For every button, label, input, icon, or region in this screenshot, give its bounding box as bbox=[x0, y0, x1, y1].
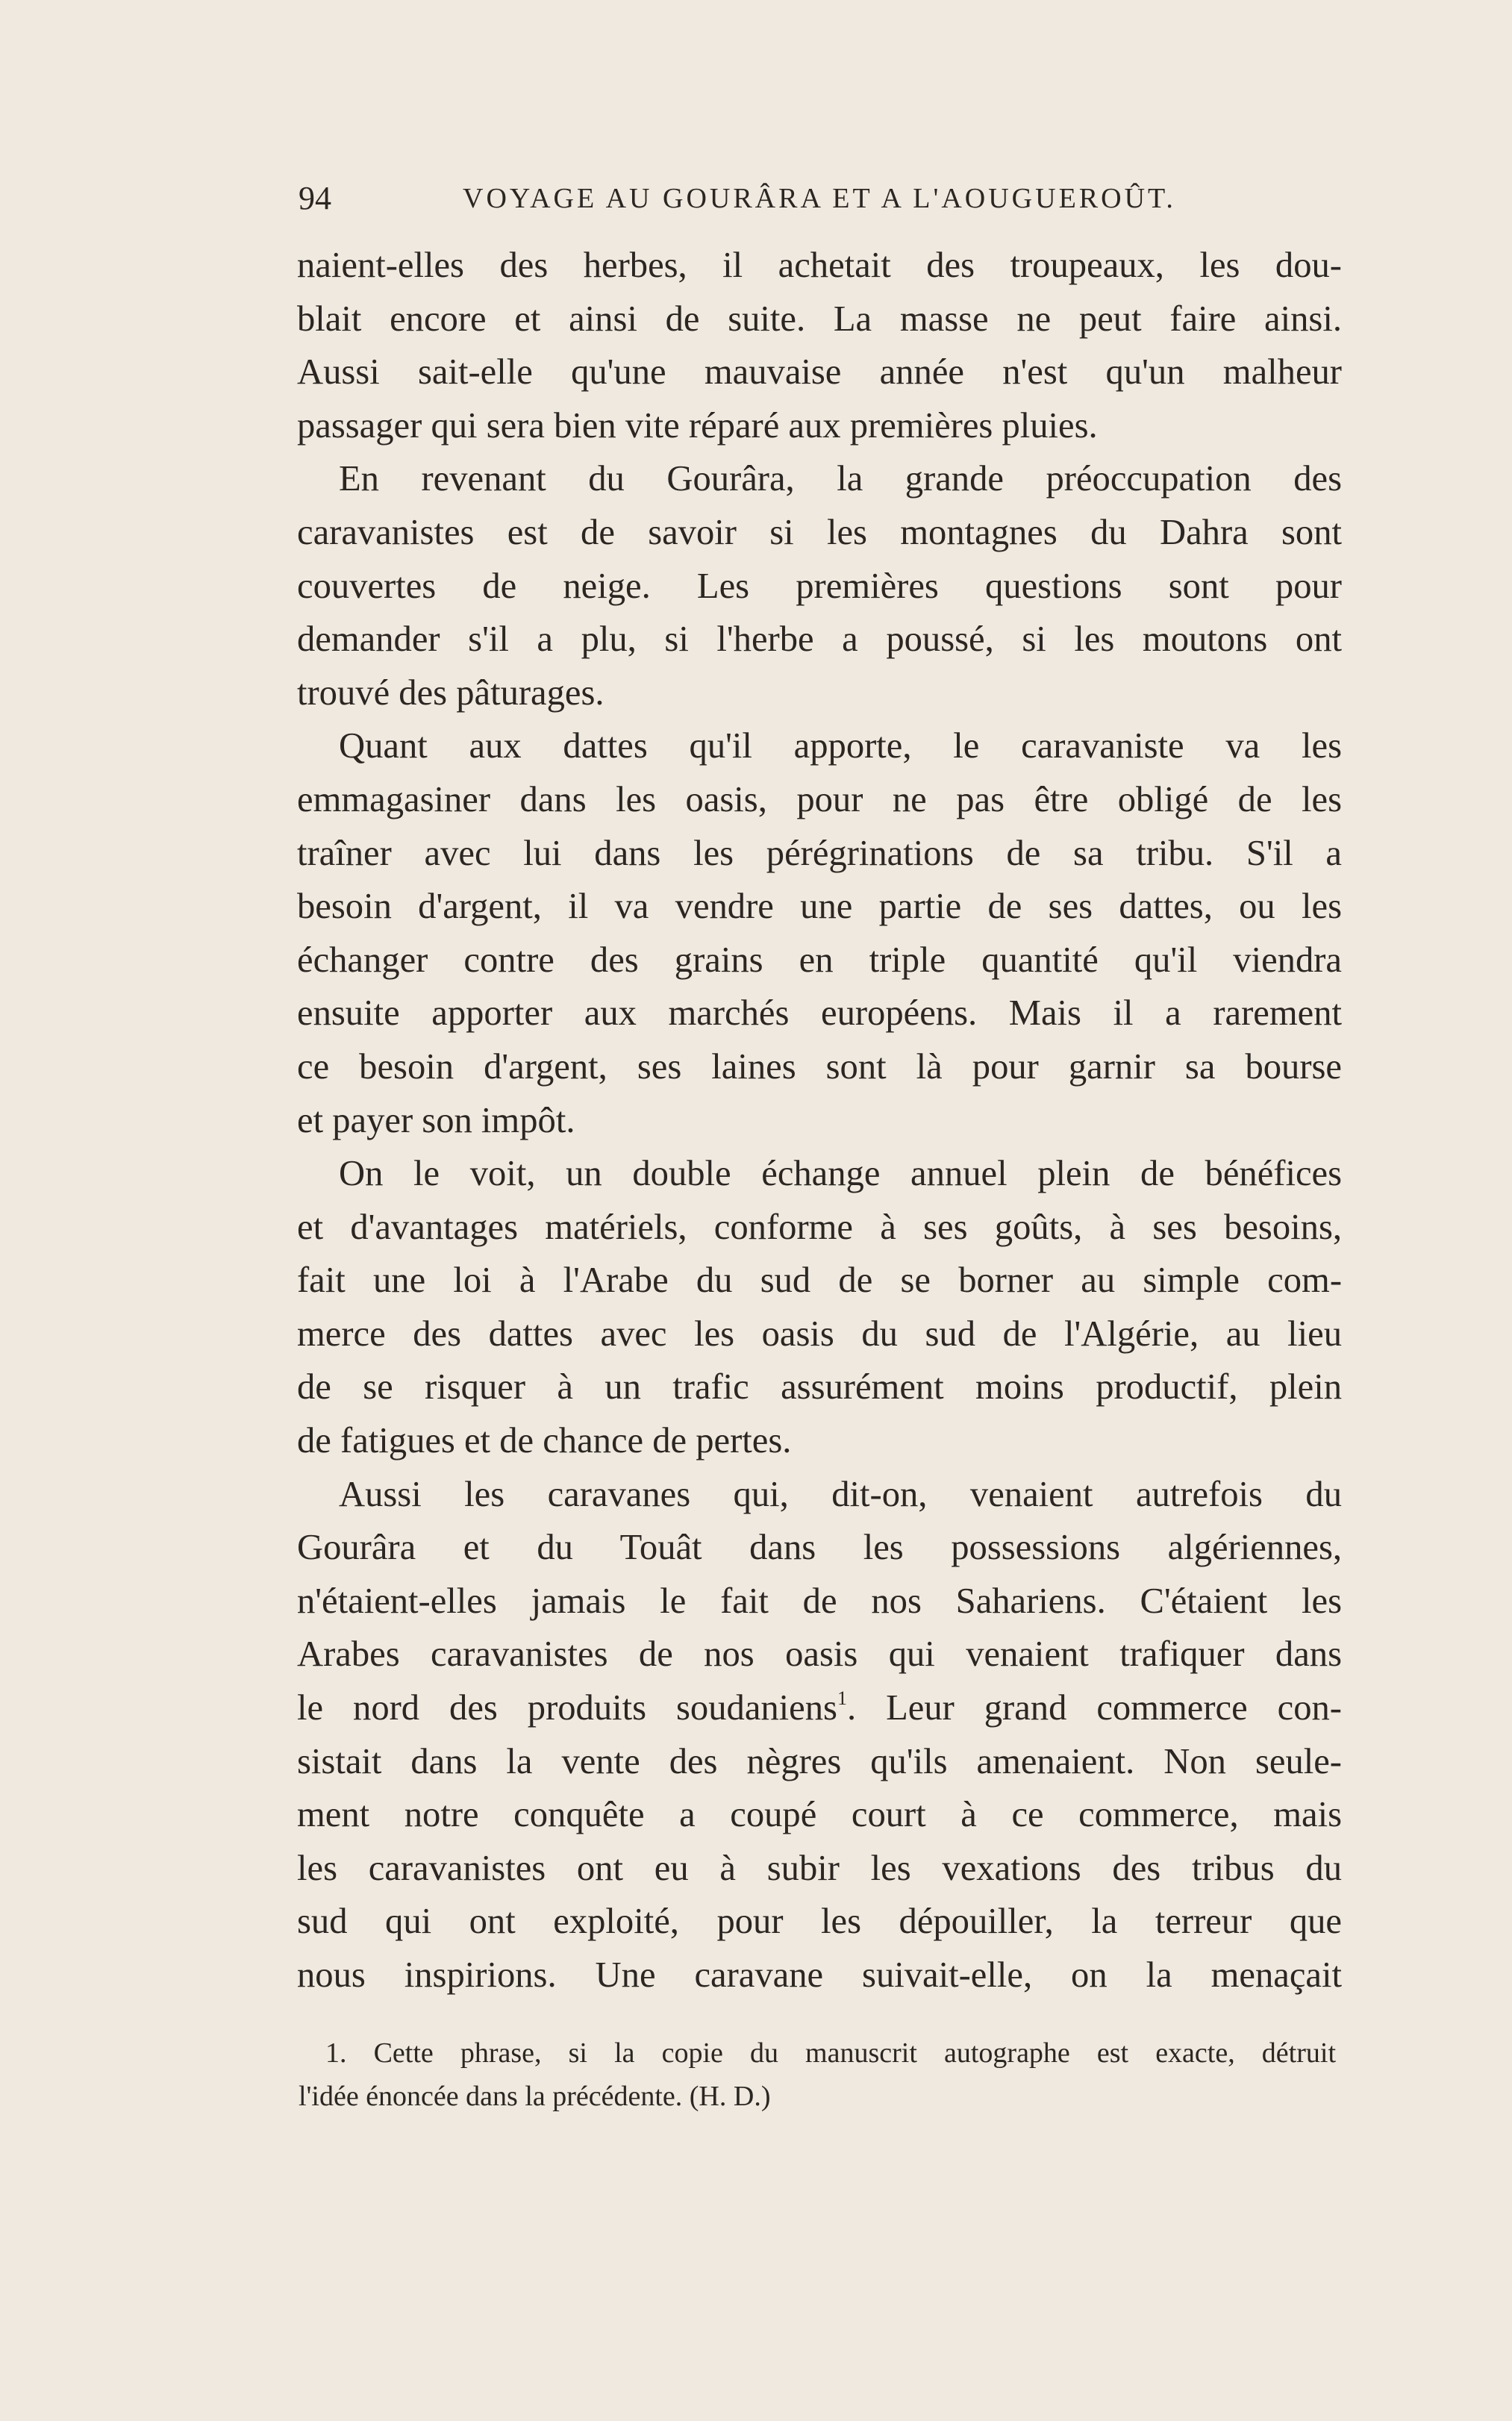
text-line: trouvé des pâturages. bbox=[297, 672, 605, 713]
text-line: Aussi les caravanes qui, dit-on, venaient autrefois du bbox=[339, 1473, 1342, 1514]
text-line: ce besoin d'argent, ses laines sont là pour garnir sa bourse bbox=[297, 1046, 1342, 1087]
text-line: emmagasiner dans les oasis, pour ne pas être obligé de les bbox=[297, 778, 1342, 819]
text-line: les caravanistes ont eu à subir les vexations des tribus du bbox=[297, 1847, 1342, 1888]
text-line: couvertes de neige. Les premières questions sont pour bbox=[297, 565, 1342, 606]
text-line: ensuite apporter aux marchés européens. Mais il a rarement bbox=[297, 993, 1342, 1034]
page-header bbox=[299, 176, 1343, 221]
text-line: sistait dans la vente des nègres qu'ils amenaient. Non seule- bbox=[297, 1740, 1342, 1781]
body-text bbox=[297, 239, 1342, 2002]
text-line: et payer son impôt. bbox=[297, 1099, 575, 1140]
text-line: En revenant du Gourâra, la grande préoccupation des bbox=[339, 458, 1342, 499]
text-line: On le voit, un double échange annuel plein de bénéfices bbox=[339, 1153, 1342, 1194]
text-line: blait encore et ainsi de suite. La masse ne peut faire ainsi. bbox=[297, 298, 1342, 339]
footnote-line: l'idée énoncée dans la précédente. (H. D.) bbox=[299, 2081, 771, 2112]
footnote bbox=[299, 2031, 1336, 2118]
text-line: Gourâra et du Touât dans les possessions algériennes, bbox=[297, 1527, 1342, 1568]
running-title: VOYAGE AU GOURÂRA ET A L'AOUGUEROÛT. bbox=[463, 183, 1176, 214]
page-number: 94 bbox=[299, 180, 331, 216]
text-line: caravanistes est de savoir si les montagnes du Dahra sont bbox=[297, 511, 1342, 552]
text-line: ment notre conquête a coupé court à ce commerce, mais bbox=[297, 1794, 1342, 1835]
footnote-ref[interactable]: 1 bbox=[837, 1687, 847, 1710]
text-line: passager qui sera bien vite réparé aux premières pluies. bbox=[297, 404, 1098, 446]
text-line: Arabes caravanistes de nos oasis qui venaient trafiquer dans bbox=[297, 1634, 1342, 1675]
text-line: merce des dattes avec les oasis du sud de l'Algérie, au lieu bbox=[297, 1313, 1342, 1354]
text-line: de fatigues et de chance de pertes. bbox=[297, 1420, 792, 1461]
text-line: n'étaient-elles jamais le fait de nos Sahariens. C'étaient les bbox=[297, 1580, 1342, 1621]
text-line: besoin d'argent, il va vendre une partie de ses dattes, ou les bbox=[297, 886, 1342, 927]
text-line: et d'avantages matériels, conforme à ses goûts, à ses besoins, bbox=[297, 1206, 1342, 1247]
text-line: demander s'il a plu, si l'herbe a poussé, si les moutons ont bbox=[297, 619, 1342, 660]
text-fragment: . Leur grand commerce con- bbox=[846, 1687, 1342, 1728]
text-line: nous inspirions. Une caravane suivait-elle, on la menaçait bbox=[297, 1955, 1342, 1995]
text-line: traîner avec lui dans les pérégrinations de sa tribu. S'il a bbox=[297, 832, 1342, 873]
text-line: Aussi sait-elle qu'une mauvaise année n'est qu'un malheur bbox=[297, 352, 1342, 393]
text-line: fait une loi à l'Arabe du sud de se borner au simple com- bbox=[297, 1260, 1342, 1301]
text-line: Quant aux dattes qu'il apporte, le caravaniste va les bbox=[339, 725, 1342, 766]
text-fragment: le nord des produits soudaniens bbox=[297, 1687, 837, 1728]
text-line: naient-elles des herbes, il achetait des troupeaux, les dou- bbox=[297, 245, 1342, 285]
text-line: échanger contre des grains en triple quantité qu'il viendra bbox=[297, 939, 1342, 980]
text-line-with-footnote-ref bbox=[297, 1681, 1342, 1735]
text-line: de se risquer à un trafic assurément moins productif, plein bbox=[297, 1366, 1342, 1408]
footnote-line: 1. Cette phrase, si la copie du manuscrit autographe est exacte, détruit bbox=[325, 2037, 1336, 2069]
text-line: sud qui ont exploité, pour les dépouiller, la terreur que bbox=[297, 1901, 1342, 1942]
